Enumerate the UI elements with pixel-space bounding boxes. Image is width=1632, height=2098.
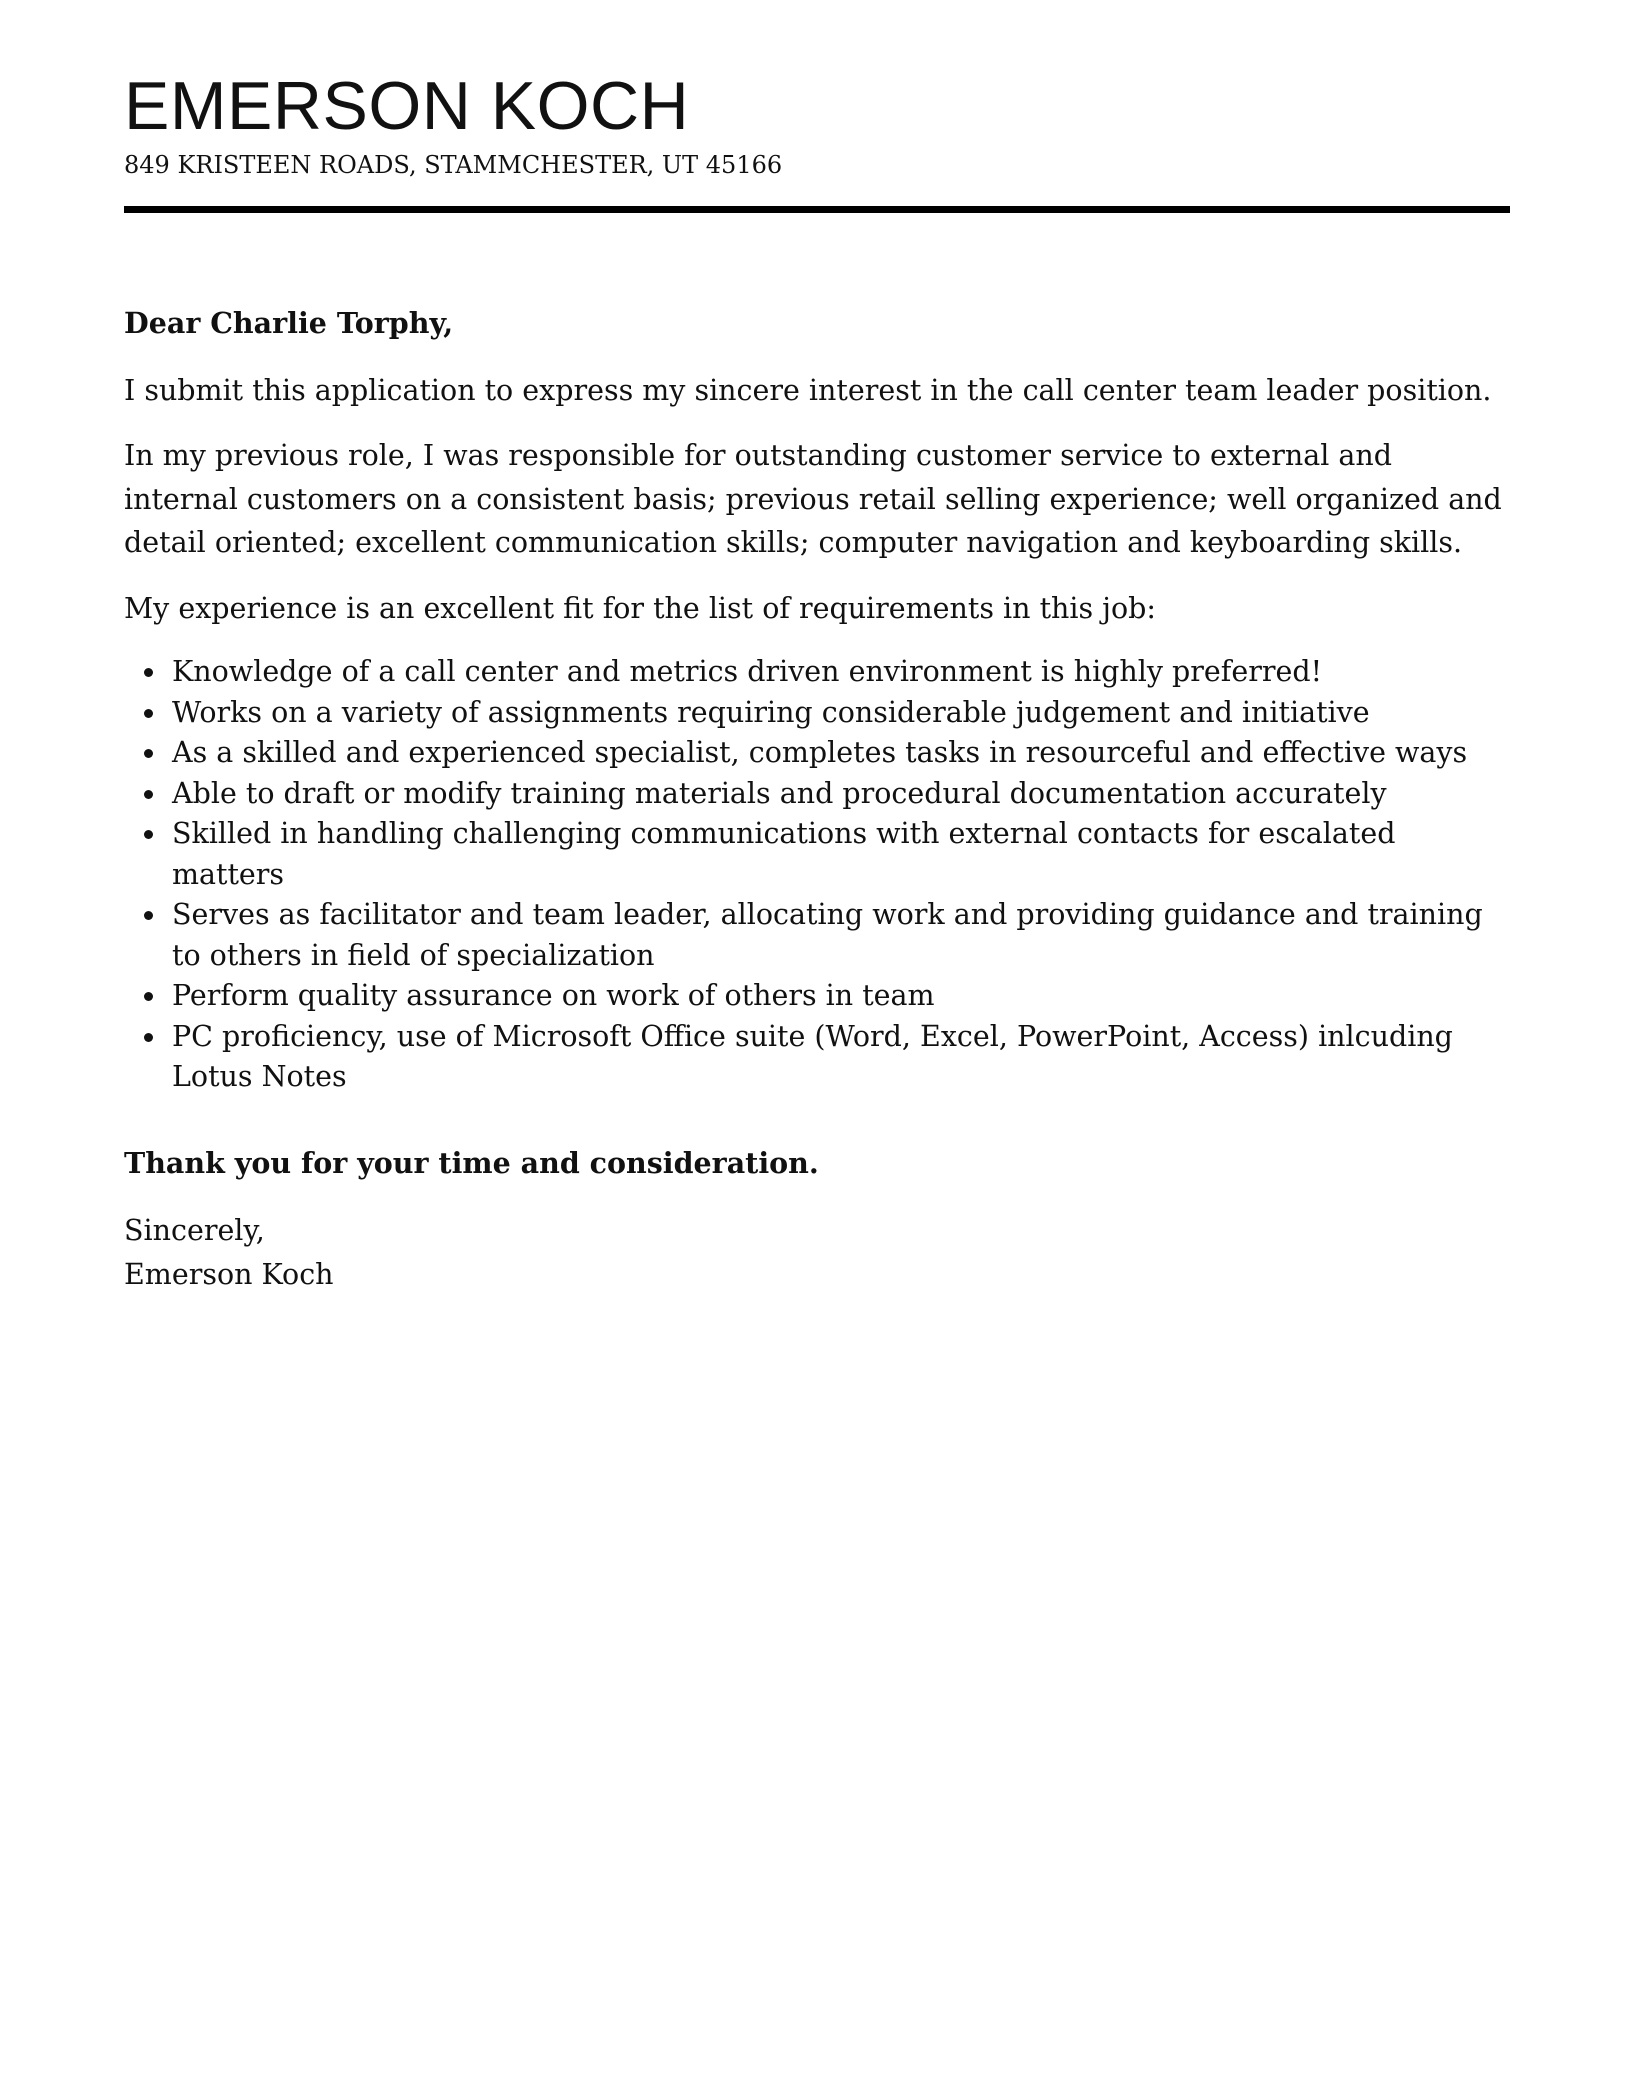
closing-block (124, 1209, 1510, 1296)
signature-name: Emerson Koch (124, 1257, 334, 1291)
list-item: Perform quality assurance on work of others in team (124, 976, 1510, 1017)
list-item: Knowledge of a call center and metrics driven environment is highly preferred! (124, 652, 1510, 693)
thanks-line: Thank you for your time and consideration. (124, 1145, 819, 1180)
requirements-list (124, 652, 1510, 1098)
list-item: Serves as facilitator and team leader, allocating work and providing guidance and training to others in field of specialization (124, 895, 1510, 976)
list-item: Works on a variety of assignments requiring considerable judgement and initiative (124, 693, 1510, 734)
list-item: Able to draft or modify training materials and procedural documentation accurately (124, 774, 1510, 815)
list-item: PC proficiency, use of Microsoft Office suite (Word, Excel, PowerPoint, Access) inlcuding Lotus Notes (124, 1017, 1510, 1098)
list-item: As a skilled and experienced specialist, completes tasks in resourceful and effective ways (124, 733, 1510, 774)
list-item: Skilled in handling challenging communications with external contacts for escalated matters (124, 814, 1510, 895)
header-divider (124, 206, 1510, 213)
letter-body (124, 302, 1510, 1296)
intro-paragraph: I submit this application to express my sincere interest in the call center team leader position. (124, 373, 1492, 407)
salutation: Dear Charlie Torphy, (124, 306, 454, 340)
applicant-name: EMERSON KOCH (124, 68, 690, 144)
applicant-address: 849 KRISTEEN ROADS, STAMMCHESTER, UT 45166 (124, 151, 783, 179)
experience-paragraph: In my previous role, I was responsible for outstanding customer service to external and internal customers on a consistent basis; previous retail selling experience; well organized and detail oriented; excellent communication skills; computer navigation and keyboarding skills. (124, 439, 1502, 559)
fit-intro-paragraph: My experience is an excellent fit for the list of requirements in this job: (124, 591, 1157, 625)
closing-phrase: Sincerely, (124, 1214, 265, 1247)
